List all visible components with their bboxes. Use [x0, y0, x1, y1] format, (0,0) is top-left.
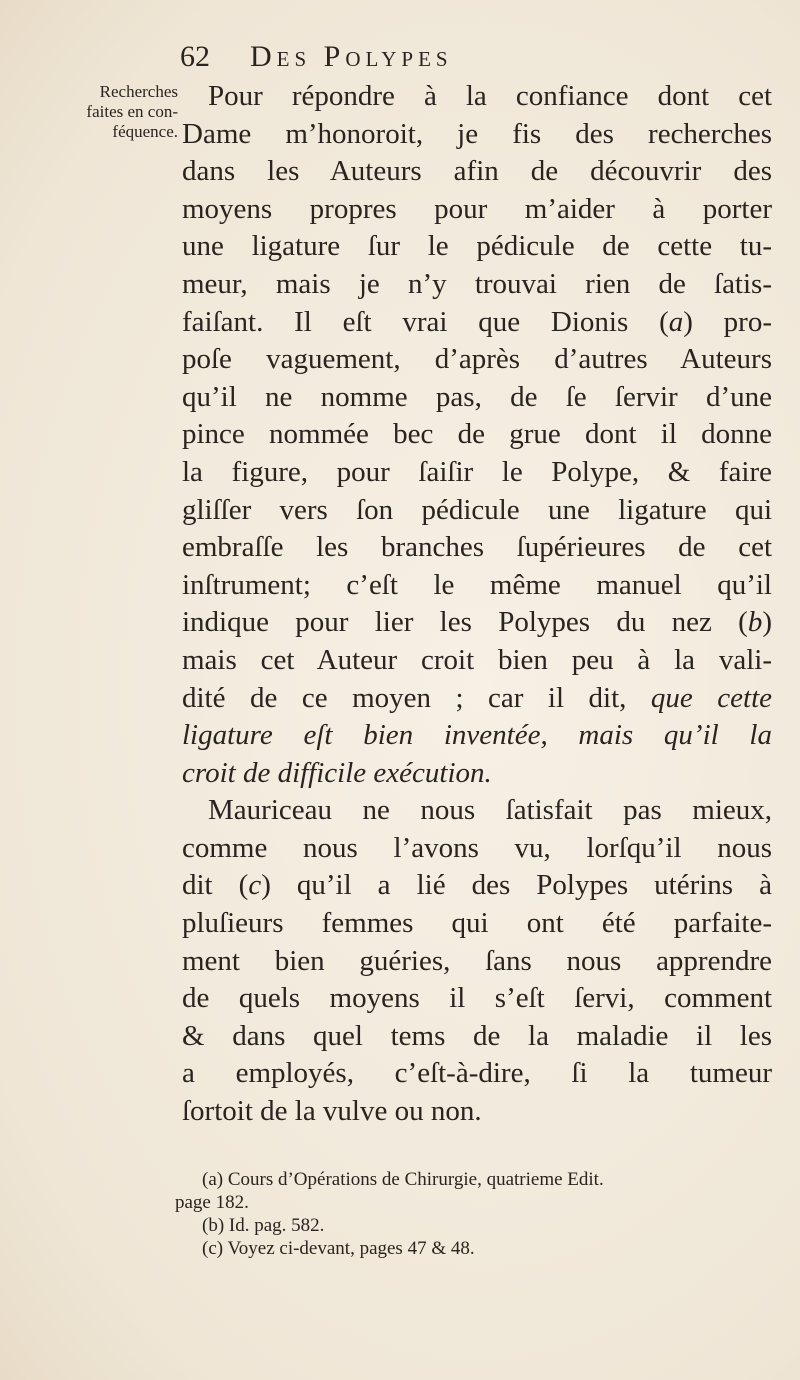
text-span: pince nommée bec de grue dont il donne: [182, 418, 772, 451]
text-span: embraſſe les branches ſupérieures de cet: [182, 531, 772, 564]
text-line: [182, 153, 772, 191]
text-span: ſortoit de la vulve ou non.: [182, 1095, 482, 1128]
text-span: une ligature ſur le pédicule de cette tu-: [182, 230, 772, 263]
text-line: [182, 379, 772, 417]
text-span: indique pour lier les Polypes du nez (: [182, 606, 748, 639]
text-span: pluſieurs femmes qui ont été parfaite-: [182, 907, 772, 940]
text-span: ) qu’il a lié des Polypes utérins à: [261, 869, 772, 902]
text-line: [182, 191, 772, 229]
text-span: faiſant. Il eſt vrai que Dionis (: [182, 305, 669, 338]
margin-note-line: faites en con-: [86, 102, 178, 121]
text-line: [182, 867, 772, 905]
text-line: [182, 567, 772, 605]
italic-text: b: [747, 606, 763, 639]
text-line: [182, 1018, 772, 1056]
text-line: [182, 755, 772, 793]
footnotes: [175, 1168, 785, 1260]
text-span: ment bien guéries, ſans nous apprendre: [182, 944, 772, 977]
text-line: [182, 78, 772, 116]
text-span: dit (: [182, 869, 249, 902]
text-span: meur, mais je n’y trouvai rien de ſatis-: [182, 267, 772, 300]
text-span: la figure, pour ſaiſir le Polype, & faire: [182, 455, 772, 488]
text-line: [182, 116, 772, 154]
text-line: [182, 416, 772, 454]
footnote: page 182.: [175, 1192, 249, 1213]
text-line: [182, 228, 772, 266]
text-span: a employés, c’eſt-à-dire, ſi la tumeur: [182, 1057, 772, 1090]
text-span: de quels moyens il s’eſt ſervi, comment: [182, 982, 772, 1015]
text-line: [182, 454, 772, 492]
text-line: [182, 1093, 772, 1131]
text-span: poſe vaguement, d’après d’autres Auteurs: [182, 343, 772, 376]
text-line: [182, 905, 772, 943]
body-text: [182, 78, 772, 1131]
text-line: [182, 266, 772, 304]
text-line: [182, 341, 772, 379]
text-span: & dans quel tems de la maladie il les: [182, 1019, 772, 1052]
italic-text: croit de difficile exécution.: [182, 756, 492, 789]
text-line: [182, 529, 772, 567]
text-span: Dame m’honoroit, je fis des recherches: [182, 117, 772, 150]
italic-text: a: [668, 305, 684, 338]
footnote: (b) Id. pag. 582.: [202, 1215, 325, 1236]
text-span: comme nous l’avons vu, lorſqu’il nous: [182, 831, 772, 864]
page-header: [180, 40, 700, 80]
footnote: (a) Cours d’Opérations de Chirurgie, quatrieme Edit.: [202, 1169, 604, 1190]
text-span: qu’il ne nomme pas, de ſe ſervir d’une: [182, 380, 772, 413]
text-line: [182, 943, 772, 981]
italic-text: ligature eſt bien inventée, mais qu’il la: [182, 719, 772, 752]
text-line: [182, 304, 772, 342]
text-line: [182, 680, 772, 718]
text-line: [182, 830, 772, 868]
text-span: moyens propres pour m’aider à porter: [182, 192, 772, 225]
text-line: [182, 1055, 772, 1093]
text-span: Pour répondre à la confiance dont cet: [208, 80, 772, 112]
margin-note: [38, 82, 178, 142]
text-line: [182, 642, 772, 680]
text-span: inſtrument; c’eſt le même manuel qu’il: [182, 568, 772, 601]
margin-note-line: féquence.: [112, 122, 178, 141]
text-span: mais cet Auteur croit bien peu à la vali-: [182, 643, 772, 676]
text-span: gliſſer vers ſon pédicule une ligature qui: [182, 493, 772, 526]
text-line: [182, 492, 772, 530]
text-span: dans les Auteurs afin de découvrir des: [182, 155, 772, 188]
page-number: 62: [180, 40, 210, 73]
italic-text: que cette: [650, 681, 772, 714]
text-span: Mauriceau ne nous ſatisfait pas mieux,: [208, 794, 772, 827]
running-title: Des Polypes: [250, 40, 453, 73]
margin-note-line: Recherches: [99, 82, 178, 101]
text-span: ): [762, 606, 772, 639]
text-span: dité de ce moyen ; car il dit,: [182, 681, 651, 714]
text-line: [182, 792, 772, 830]
text-line: [182, 980, 772, 1018]
text-line: [182, 604, 772, 642]
text-line: [182, 717, 772, 755]
text-span: ) pro-: [683, 305, 772, 338]
footnote: (c) Voyez ci-devant, pages 47 & 48.: [202, 1238, 475, 1259]
italic-text: c: [248, 869, 262, 902]
